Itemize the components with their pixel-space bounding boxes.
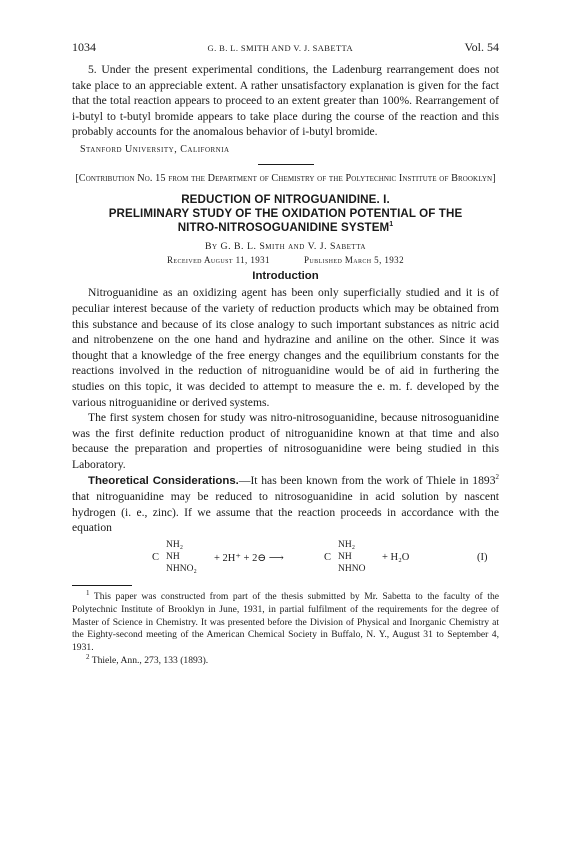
theory-footnote-mark: 2	[495, 472, 499, 481]
section-divider	[258, 164, 314, 165]
journal-page	[72, 40, 499, 668]
footnote-1-text: This paper was constructed from part of the thesis submitted by Mr. Sabetta to the faculty of the Polytechnic Institute of Brooklyn in June, 1931, in partial fulfilment of the requirements for the degree of Master of Science in Chemistry. It was presented before the Division of Physical and Inorganic Chemistry at the Eighty-second meeting of the American Chemical Society in Buffalo, N. Y., August 31 to September 4, 1931.	[72, 590, 500, 654]
eq-left-top-group: NH₂	[166, 539, 184, 550]
theory-heading: Theoretical Considerations.	[88, 474, 239, 487]
introduction-heading: Introduction	[252, 270, 319, 283]
running-head: G. B. L. SMITH AND V. J. SABETTA	[207, 43, 353, 53]
received-date: Received August 11, 1931	[167, 255, 270, 266]
volume-number: Vol. 54	[464, 40, 499, 54]
theory-text-a: —It has been known from the work of Thiele in 1893	[238, 473, 496, 487]
footnote-1-mark: 1	[86, 588, 90, 597]
eq-left-bottom-group: NHNO₂	[166, 563, 197, 574]
dates-line	[72, 255, 499, 265]
intro-paragraph-2: The first system chosen for study was nitro-nitrosoguanidine, because nitrosoguanidine was the first definite reduction product of nitroguanidine known at that time and also because the preparation and properties of nitrosoguanidine were being studied in this Laboratory.	[72, 411, 499, 471]
footnote-2-mark: 2	[86, 652, 90, 661]
page-number: 1034	[72, 40, 96, 54]
eq-left-mid-group: NH	[166, 551, 180, 562]
eq-reagents: + 2H⁺ + 2⊖ ⟶	[214, 552, 284, 564]
eq-right-top-group: NH₂	[338, 539, 356, 550]
title-line-3: NITRO-NITROSOGUANIDINE SYSTEM	[177, 221, 390, 235]
footnote-2-text: Thiele, Ann., 273, 133 (1893).	[91, 654, 209, 666]
eq-left-carbon: C	[152, 551, 160, 563]
page-header	[72, 40, 499, 62]
affiliation: Stanford University, California	[80, 143, 230, 155]
published-date: Published March 5, 1932	[303, 255, 404, 266]
footnote-2	[72, 652, 499, 668]
eq-right-mid-group: NH	[338, 551, 352, 562]
footnote-1	[72, 588, 500, 655]
theory-paragraph	[72, 473, 499, 536]
contribution-line: [Contribution No. 15 from the Department of Chemistry of the Polytechnic Institute of Brooklyn]	[75, 172, 496, 184]
eq-product: + H₂O	[382, 551, 410, 563]
eq-right-carbon: C	[324, 551, 332, 563]
intro-paragraph-1: Nitroguanidine as an oxidizing agent has been only superficially studied and it is of peculiar interest because of the variety of reduction products which may be obtained from this substance and because of its close analogy to such important substances as nitric acid and nitrobenzene on the one hand and hydrazine and aniline on the other. Since it was thought that a knowledge of the free energy changes and the equilibrium constants for the reactions involved in the reduction of nitroguanidine would be of aid in furthering the studies on this topic, it was decided to attempt to measure the e. m. f. developed by the various nitroguanidine or derived systems.	[72, 286, 499, 409]
eq-right-bottom-group: NHNO	[338, 563, 366, 574]
eq-label: (I)	[477, 551, 488, 563]
theory-text-b: that nitroguanidine may be reduced to nitrosoguanidine in acid solution by nascent hydrogen (i. e., zinc). If we assume that the reaction proceeds in accordance with the equation	[72, 490, 499, 535]
footnote-divider	[72, 585, 132, 586]
title-footnote-mark: 1	[389, 221, 394, 229]
reaction-equation	[72, 538, 499, 582]
byline: By G. B. L. Smith and V. J. Sabetta	[205, 241, 366, 253]
conclusion-paragraph: 5. Under the present experimental conditions, the Ladenburg rearrangement does not take place to an appreciable extent. A rather unsatisfactory explanation is given for the fact that the total reaction appears to proceed to an extent greater than 100%. Rearrangement of i-butyl to t-butyl bromide appears to take place during the course of the reaction and this probably accounts for the anomalous behavior of i-butyl bromide.	[72, 63, 499, 139]
title-line-3-wrap	[72, 221, 499, 235]
article-title	[72, 193, 499, 235]
title-line-2: PRELIMINARY STUDY OF THE OXIDATION POTENTIAL OF THE	[108, 207, 463, 221]
title-line-1: REDUCTION OF NITROGUANIDINE. I.	[181, 193, 390, 207]
